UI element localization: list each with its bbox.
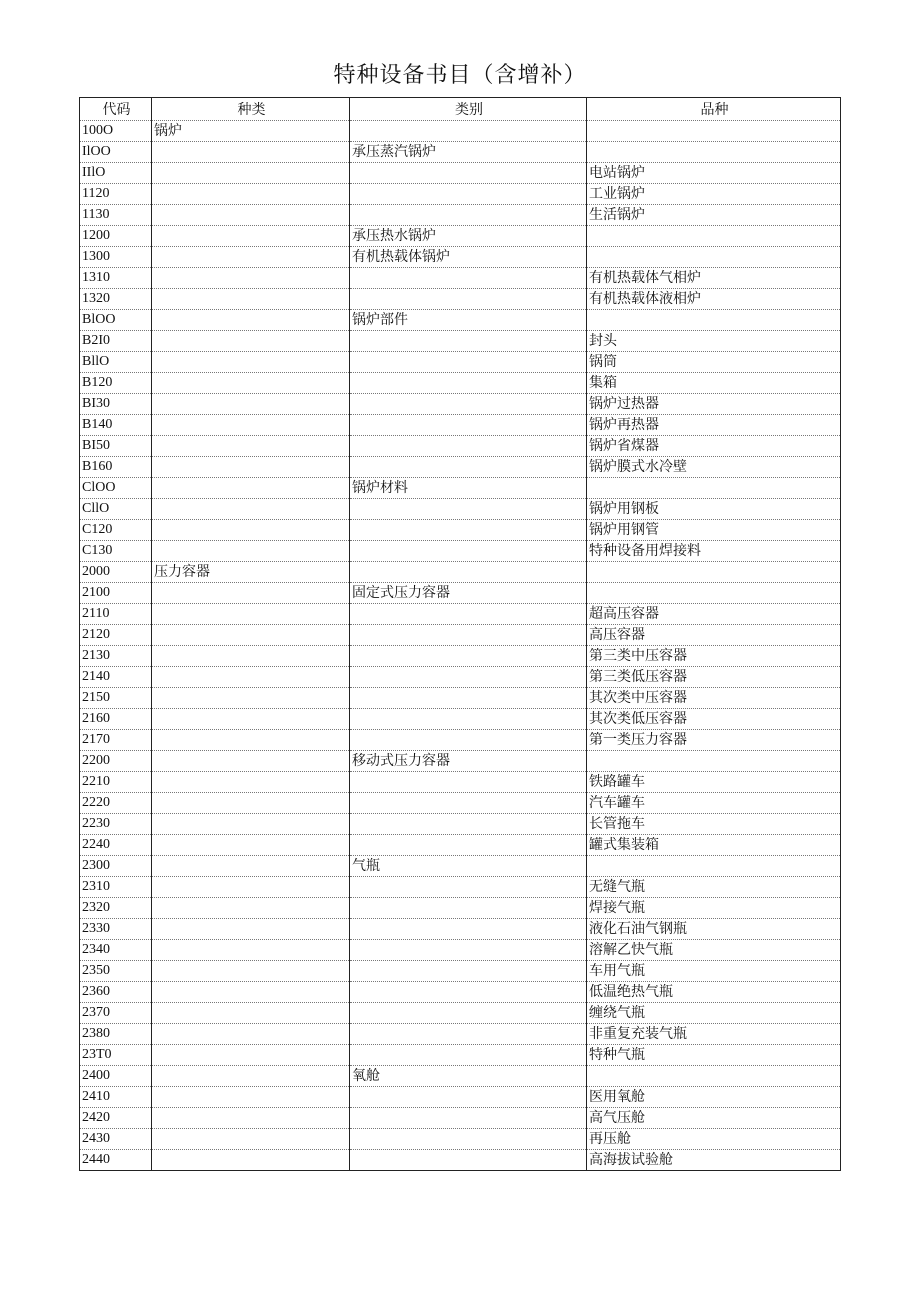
cell-kind: [152, 583, 350, 604]
table-row: [80, 268, 841, 289]
cell-kind: [152, 1045, 350, 1066]
cell-variety: 汽车罐车: [587, 793, 841, 814]
cell-code: 2360: [80, 982, 152, 1003]
cell-kind: [152, 961, 350, 982]
document-title: 特种设备书目（含增补）: [333, 63, 587, 88]
cell-category: [350, 436, 587, 457]
header-variety: 品种: [587, 98, 841, 121]
cell-category: 固定式压力容器: [350, 583, 587, 604]
cell-code: BllO: [80, 352, 152, 373]
table-row: [80, 688, 841, 709]
table-row: [80, 646, 841, 667]
table-row: [80, 730, 841, 751]
cell-kind: [152, 919, 350, 940]
cell-kind: [152, 1150, 350, 1171]
cell-category: [350, 646, 587, 667]
table-row: [80, 478, 841, 499]
cell-code: 1300: [80, 247, 152, 268]
cell-kind: [152, 625, 350, 646]
cell-kind: [152, 205, 350, 226]
cell-kind: [152, 1024, 350, 1045]
table-row: [80, 751, 841, 772]
cell-category: [350, 289, 587, 310]
cell-kind: [152, 142, 350, 163]
cell-category: [350, 814, 587, 835]
cell-kind: [152, 940, 350, 961]
table-row: [80, 499, 841, 520]
cell-kind: [152, 394, 350, 415]
cell-kind: [152, 688, 350, 709]
cell-category: [350, 793, 587, 814]
cell-code: 1310: [80, 268, 152, 289]
cell-variety: 锅炉用钢板: [587, 499, 841, 520]
cell-variety: 溶解乙快气瓶: [587, 940, 841, 961]
table-row: [80, 982, 841, 1003]
table-row: [80, 184, 841, 205]
table-row: [80, 436, 841, 457]
cell-kind: [152, 289, 350, 310]
cell-kind: [152, 247, 350, 268]
cell-category: 气瓶: [350, 856, 587, 877]
cell-variety: [587, 226, 841, 247]
cell-category: [350, 709, 587, 730]
cell-kind: 压力容器: [152, 562, 350, 583]
table-row: [80, 940, 841, 961]
header-code: 代码: [80, 98, 152, 121]
table-row: [80, 163, 841, 184]
cell-kind: [152, 1066, 350, 1087]
cell-category: [350, 604, 587, 625]
table-row: [80, 625, 841, 646]
cell-variety: 罐式集装箱: [587, 835, 841, 856]
cell-category: 氧舱: [350, 1066, 587, 1087]
table-row: [80, 583, 841, 604]
table-row: [80, 226, 841, 247]
table-row: [80, 1066, 841, 1087]
table-row: [80, 331, 841, 352]
table-row: [80, 415, 841, 436]
table-row: [80, 1129, 841, 1150]
cell-kind: [152, 331, 350, 352]
cell-variety: 锅炉过热器: [587, 394, 841, 415]
table-row: [80, 793, 841, 814]
table-row: [80, 373, 841, 394]
cell-variety: 高压容器: [587, 625, 841, 646]
cell-code: IlOO: [80, 142, 152, 163]
cell-category: [350, 331, 587, 352]
cell-category: [350, 121, 587, 142]
cell-code: 1130: [80, 205, 152, 226]
cell-category: [350, 1024, 587, 1045]
table-row: [80, 352, 841, 373]
table-row: [80, 1045, 841, 1066]
cell-code: 2200: [80, 751, 152, 772]
cell-category: [350, 1108, 587, 1129]
cell-category: [350, 562, 587, 583]
cell-category: [350, 982, 587, 1003]
cell-code: 2420: [80, 1108, 152, 1129]
table-row: [80, 919, 841, 940]
cell-code: 1200: [80, 226, 152, 247]
cell-variety: 封头: [587, 331, 841, 352]
cell-code: 2320: [80, 898, 152, 919]
cell-code: IIlO: [80, 163, 152, 184]
cell-code: 2160: [80, 709, 152, 730]
cell-code: BlOO: [80, 310, 152, 331]
cell-code: 100O: [80, 121, 152, 142]
cell-kind: [152, 415, 350, 436]
cell-variety: 特种设备用焊接料: [587, 541, 841, 562]
cell-category: [350, 1129, 587, 1150]
cell-kind: [152, 184, 350, 205]
cell-variety: [587, 142, 841, 163]
cell-category: [350, 415, 587, 436]
cell-variety: 锅炉再热器: [587, 415, 841, 436]
cell-kind: [152, 856, 350, 877]
table-row: [80, 520, 841, 541]
cell-code: BI30: [80, 394, 152, 415]
table-row: [80, 898, 841, 919]
cell-variety: 车用气瓶: [587, 961, 841, 982]
cell-variety: 焊接气瓶: [587, 898, 841, 919]
cell-category: [350, 520, 587, 541]
cell-code: 2400: [80, 1066, 152, 1087]
cell-variety: 工业锅炉: [587, 184, 841, 205]
cell-code: 2230: [80, 814, 152, 835]
cell-kind: [152, 709, 350, 730]
cell-variety: 超高压容器: [587, 604, 841, 625]
cell-code: 2150: [80, 688, 152, 709]
cell-kind: [152, 982, 350, 1003]
cell-category: [350, 184, 587, 205]
cell-kind: [152, 1003, 350, 1024]
cell-kind: [152, 1087, 350, 1108]
table-row: [80, 457, 841, 478]
cell-kind: [152, 667, 350, 688]
cell-kind: [152, 226, 350, 247]
cell-category: [350, 1087, 587, 1108]
cell-kind: [152, 814, 350, 835]
cell-category: [350, 877, 587, 898]
cell-code: 2310: [80, 877, 152, 898]
cell-category: [350, 688, 587, 709]
cell-category: [350, 1045, 587, 1066]
table-row: [80, 205, 841, 226]
cell-kind: [152, 310, 350, 331]
cell-category: [350, 205, 587, 226]
cell-kind: 锅炉: [152, 121, 350, 142]
table-row: [80, 814, 841, 835]
cell-code: B2I0: [80, 331, 152, 352]
table-row: [80, 1087, 841, 1108]
cell-category: [350, 730, 587, 751]
table-row: [80, 1108, 841, 1129]
cell-variety: 电站锅炉: [587, 163, 841, 184]
cell-category: [350, 835, 587, 856]
cell-kind: [152, 646, 350, 667]
cell-kind: [152, 1108, 350, 1129]
cell-category: [350, 1150, 587, 1171]
cell-code: C120: [80, 520, 152, 541]
cell-category: [350, 898, 587, 919]
cell-category: [350, 940, 587, 961]
cell-code: 2220: [80, 793, 152, 814]
cell-code: 2170: [80, 730, 152, 751]
table-row: [80, 667, 841, 688]
cell-variety: 生活锅炉: [587, 205, 841, 226]
cell-variety: 液化石油气钢瓶: [587, 919, 841, 940]
cell-kind: [152, 835, 350, 856]
table-body: [80, 121, 841, 1171]
cell-code: CllO: [80, 499, 152, 520]
cell-kind: [152, 478, 350, 499]
cell-code: 2440: [80, 1150, 152, 1171]
cell-kind: [152, 772, 350, 793]
cell-category: [350, 667, 587, 688]
table-row: [80, 1150, 841, 1171]
table-row: [80, 541, 841, 562]
cell-category: [350, 919, 587, 940]
cell-variety: 集箱: [587, 373, 841, 394]
cell-variety: 锅炉用钢管: [587, 520, 841, 541]
cell-variety: 有机热载体液相炉: [587, 289, 841, 310]
cell-code: C130: [80, 541, 152, 562]
table-row: [80, 289, 841, 310]
cell-code: 2370: [80, 1003, 152, 1024]
cell-variety: [587, 751, 841, 772]
cell-category: 锅炉部件: [350, 310, 587, 331]
table-row: [80, 121, 841, 142]
cell-code: 2120: [80, 625, 152, 646]
cell-variety: 锅筒: [587, 352, 841, 373]
cell-kind: [152, 352, 350, 373]
cell-category: [350, 394, 587, 415]
cell-kind: [152, 877, 350, 898]
cell-variety: 缠绕气瓶: [587, 1003, 841, 1024]
cell-variety: [587, 583, 841, 604]
cell-category: [350, 499, 587, 520]
cell-code: 2240: [80, 835, 152, 856]
cell-kind: [152, 751, 350, 772]
cell-category: [350, 457, 587, 478]
cell-variety: 锅炉省煤器: [587, 436, 841, 457]
table-row: [80, 310, 841, 331]
cell-category: [350, 268, 587, 289]
table-row: [80, 1003, 841, 1024]
cell-variety: 再压舱: [587, 1129, 841, 1150]
cell-variety: [587, 856, 841, 877]
cell-variety: 低温绝热气瓶: [587, 982, 841, 1003]
table-row: [80, 562, 841, 583]
cell-category: [350, 373, 587, 394]
cell-variety: [587, 562, 841, 583]
cell-kind: [152, 499, 350, 520]
cell-code: 2430: [80, 1129, 152, 1150]
table-row: [80, 877, 841, 898]
table-row: [80, 772, 841, 793]
table-row: [80, 142, 841, 163]
cell-code: B140: [80, 415, 152, 436]
cell-kind: [152, 898, 350, 919]
cell-kind: [152, 1129, 350, 1150]
table-row: [80, 709, 841, 730]
cell-variety: [587, 310, 841, 331]
cell-variety: [587, 121, 841, 142]
cell-code: B160: [80, 457, 152, 478]
cell-kind: [152, 520, 350, 541]
cell-code: 1320: [80, 289, 152, 310]
cell-category: [350, 541, 587, 562]
cell-kind: [152, 604, 350, 625]
cell-variety: 医用氧舱: [587, 1087, 841, 1108]
table-row: [80, 856, 841, 877]
cell-kind: [152, 730, 350, 751]
cell-variety: [587, 478, 841, 499]
cell-variety: 第一类压力容器: [587, 730, 841, 751]
header-kind: 种类: [152, 98, 350, 121]
cell-variety: 特种气瓶: [587, 1045, 841, 1066]
cell-variety: 第三类低压容器: [587, 667, 841, 688]
cell-code: 2340: [80, 940, 152, 961]
header-category: 类别: [350, 98, 587, 121]
cell-variety: 非重复充装气瓶: [587, 1024, 841, 1045]
cell-kind: [152, 436, 350, 457]
cell-variety: 有机热载体气相炉: [587, 268, 841, 289]
cell-code: 2140: [80, 667, 152, 688]
cell-category: 有机热载体锅炉: [350, 247, 587, 268]
cell-category: 承压蒸汽锅炉: [350, 142, 587, 163]
cell-kind: [152, 373, 350, 394]
cell-code: 1120: [80, 184, 152, 205]
cell-code: 2350: [80, 961, 152, 982]
cell-variety: 长管拖车: [587, 814, 841, 835]
cell-code: 2110: [80, 604, 152, 625]
cell-code: 2380: [80, 1024, 152, 1045]
cell-category: 移动式压力容器: [350, 751, 587, 772]
table-row: [80, 604, 841, 625]
cell-kind: [152, 268, 350, 289]
cell-code: ClOO: [80, 478, 152, 499]
cell-code: 2210: [80, 772, 152, 793]
table-row: [80, 835, 841, 856]
cell-category: [350, 772, 587, 793]
cell-kind: [152, 793, 350, 814]
cell-code: 2330: [80, 919, 152, 940]
cell-variety: 无缝气瓶: [587, 877, 841, 898]
cell-kind: [152, 541, 350, 562]
cell-category: [350, 352, 587, 373]
table-row: [80, 961, 841, 982]
table-row: [80, 394, 841, 415]
cell-variety: [587, 1066, 841, 1087]
cell-code: 2130: [80, 646, 152, 667]
cell-variety: 高海拔试验舱: [587, 1150, 841, 1171]
cell-category: [350, 163, 587, 184]
cell-code: 2300: [80, 856, 152, 877]
cell-variety: 锅炉膜式水冷壁: [587, 457, 841, 478]
cell-category: [350, 1003, 587, 1024]
cell-category: [350, 625, 587, 646]
cell-variety: 铁路罐车: [587, 772, 841, 793]
cell-category: 承压热水锅炉: [350, 226, 587, 247]
cell-code: BI50: [80, 436, 152, 457]
table-row: [80, 1024, 841, 1045]
cell-code: 23T0: [80, 1045, 152, 1066]
cell-kind: [152, 457, 350, 478]
cell-variety: [587, 247, 841, 268]
cell-variety: 其次类低压容器: [587, 709, 841, 730]
equipment-catalog-table: [79, 97, 841, 1171]
cell-code: 2000: [80, 562, 152, 583]
cell-variety: 高气压舱: [587, 1108, 841, 1129]
table-header-row: [80, 98, 841, 121]
cell-variety: 第三类中压容器: [587, 646, 841, 667]
table-row: [80, 247, 841, 268]
cell-code: B120: [80, 373, 152, 394]
cell-category: [350, 961, 587, 982]
cell-category: 锅炉材料: [350, 478, 587, 499]
cell-code: 2410: [80, 1087, 152, 1108]
cell-variety: 其次类中压容器: [587, 688, 841, 709]
cell-code: 2100: [80, 583, 152, 604]
cell-kind: [152, 163, 350, 184]
